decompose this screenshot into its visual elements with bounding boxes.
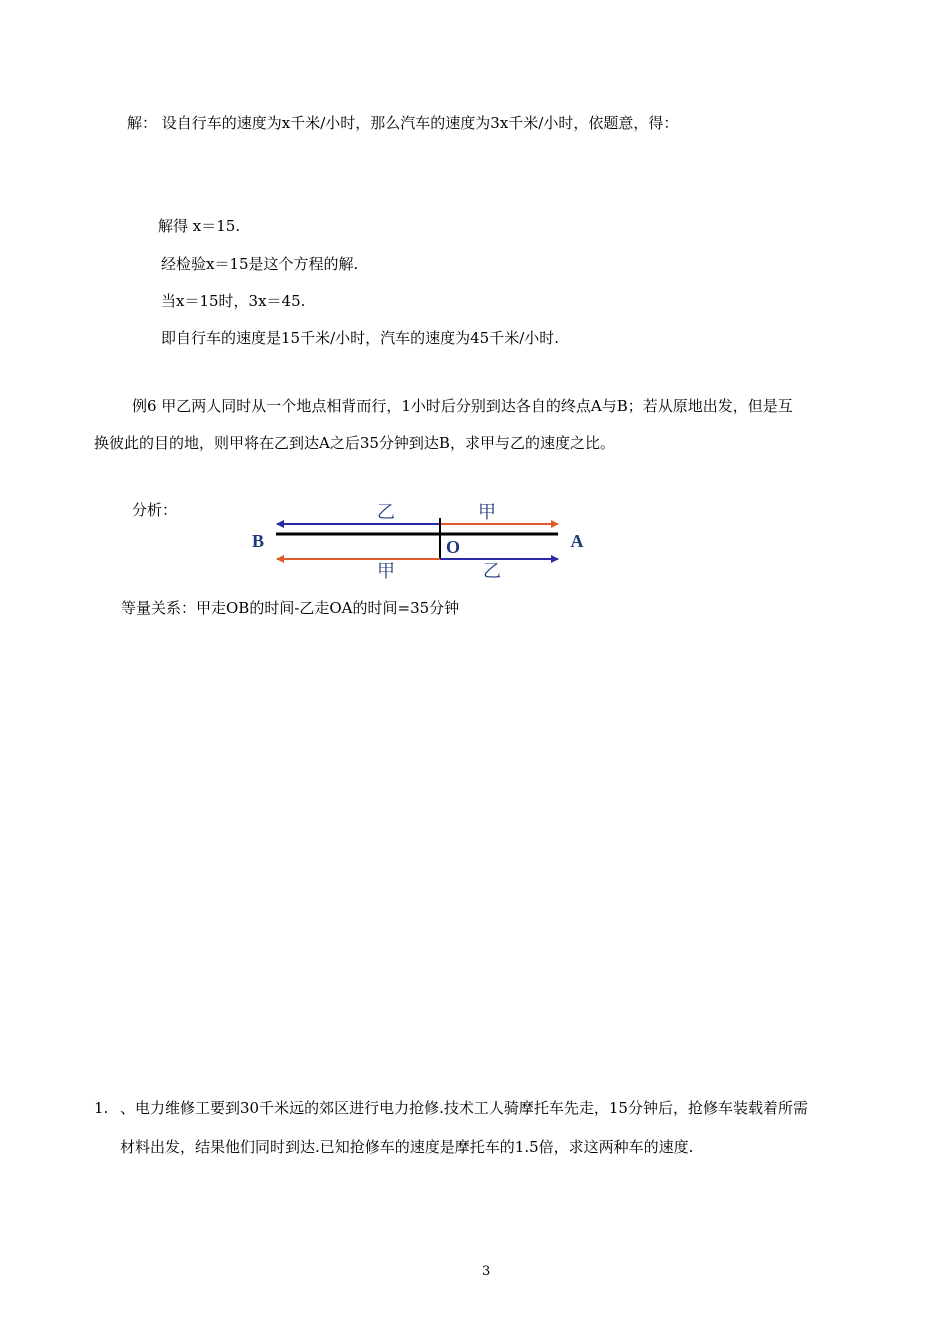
analysis-label: 分析： (132, 501, 178, 519)
page-number: 3 (482, 1264, 491, 1279)
solution-setup: 解： 设自行车的速度为x千米/小时，那么汽车的速度为3x千米/小时，依题意，得： (127, 114, 679, 132)
exercise1-line2: 材料出发，结果他们同时到达.已知抢修车的速度是摩托车的1.5倍，求这两种车的速度. (120, 1138, 694, 1156)
top-right-label: 甲 (478, 502, 496, 523)
top-left-label: 乙 (377, 502, 395, 523)
exercise1-number: 1. (94, 1099, 109, 1117)
bottom-left-label: 甲 (377, 561, 395, 582)
example6-line2: 换彼此的目的地，则甲将在乙到达A之后35分钟到达B，求甲与乙的速度之比。 (94, 434, 615, 452)
point-o-label: O (445, 537, 461, 557)
equal-relation: 等量关系：甲走OB的时间-乙走OA的时间=35分钟 (121, 599, 460, 617)
point-b-label: B (251, 531, 265, 551)
solution-when: 当x＝15时，3x＝45. (161, 292, 306, 310)
motion-diagram (240, 495, 600, 585)
example6-line1: 例6 甲乙两人同时从一个地点相背而行，1小时后分别到达各自的终点A与B；若从原地出发，但是互 (132, 397, 793, 415)
solution-answer: 即自行车的速度是15千米/小时，汽车的速度为45千米/小时. (161, 329, 560, 347)
exercise1-line1: 、电力维修工要到30千米远的郊区进行电力抢修.技术工人骑摩托车先走，15分钟后，抢修车装载着所需 (120, 1099, 808, 1117)
point-a-label: A (570, 531, 584, 551)
bottom-right-label: 乙 (483, 561, 501, 582)
solution-solve: 解得 x＝15. (158, 217, 241, 235)
solution-check: 经检验x＝15是这个方程的解. (161, 255, 359, 273)
